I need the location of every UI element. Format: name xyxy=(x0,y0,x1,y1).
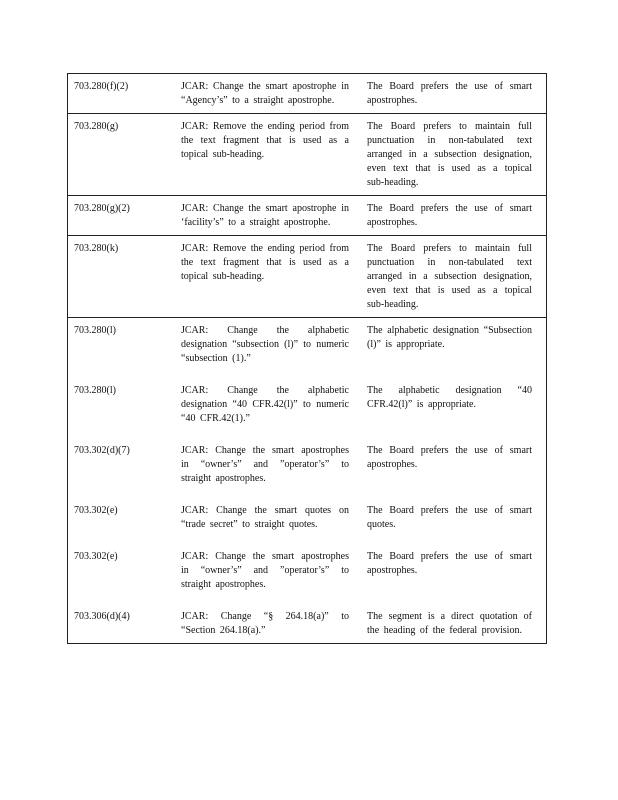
requested-change-cell: JCAR: Change the smart quotes on “trade secret” to straight quotes. xyxy=(181,505,349,530)
board-response-cell: The Board prefers the use of smart apostrophes. xyxy=(361,438,547,498)
table-row xyxy=(68,498,547,544)
board-response-cell: The alphabetic designation “40 CFR.42(l)” is appropriate. xyxy=(361,378,547,438)
table-row xyxy=(68,544,547,604)
requested-change-cell: JCAR: Remove the ending period from the text fragment that is used as a topical sub-heading. xyxy=(175,114,361,196)
section-cell: 703.280(g) xyxy=(68,114,176,196)
board-response-cell: The Board prefers the use of smart apostrophes. xyxy=(361,196,547,236)
table-row xyxy=(68,318,547,379)
section-cell: 703.280(f)(2) xyxy=(68,74,176,114)
board-response-cell: The segment is a direct quotation of the heading of the federal provision. xyxy=(361,604,547,644)
requested-change-cell: JCAR: Change the smart apostrophes in “owner’s” and ”operator’s” to straight apostrophes. xyxy=(181,445,349,484)
section-cell: 703.302(d)(7) xyxy=(68,438,176,498)
board-response-cell: The Board prefers to maintain full punctuation in non-tabulated text arranged in a subsection designation, even text that is used as a topical sub-heading. xyxy=(361,236,547,318)
table-row xyxy=(68,438,547,498)
table-row xyxy=(68,236,547,318)
section-cell: 703.306(d)(4) xyxy=(68,604,176,644)
board-response-cell: The Board prefers to maintain full punctuation in non-tabulated text arranged in a subsection designation, even text that is used as a topical sub-heading. xyxy=(361,114,547,196)
section-cell: 703.302(e) xyxy=(68,544,176,604)
table-row xyxy=(68,196,547,236)
requested-change-cell: JCAR: Remove the ending period from the text fragment that is used as a topical sub-heading. xyxy=(175,236,361,318)
table-row xyxy=(68,74,547,114)
board-response-cell: The Board prefers the use of smart quotes. xyxy=(361,498,547,544)
requested-change-cell: JCAR: Change “§ 264.18(a)” to “Section 264.18(a).” xyxy=(175,604,361,644)
section-cell: 703.280(l) xyxy=(68,318,176,379)
requested-change-cell: JCAR: Change the alphabetic designation “subsection (l)” to numeric “subsection (1).” xyxy=(181,325,349,364)
section-cell: 703.280(g)(2) xyxy=(68,196,176,236)
requested-change-cell: JCAR: Change the alphabetic designation “40 CFR.42(l)” to numeric “40 CFR.42(1).” xyxy=(181,385,349,424)
table-row xyxy=(68,604,547,644)
board-response-cell: The Board prefers the use of smart apostrophes. xyxy=(361,544,547,604)
board-response-cell: The Board prefers the use of smart apostrophes. xyxy=(361,74,547,114)
board-response-cell: The alphabetic designation “Subsection (l)” is appropriate. xyxy=(361,318,547,379)
requested-change-cell: JCAR: Change the smart apostrophes in “owner’s” and ”operator’s” to straight apostrophes. xyxy=(181,551,349,590)
comments-table xyxy=(67,73,547,644)
table-row xyxy=(68,114,547,196)
section-cell: 703.302(e) xyxy=(68,498,176,544)
requested-change-cell: JCAR: Change the smart apostrophe in ‘facility’s” to a straight apostrophe. xyxy=(175,196,361,236)
table-row xyxy=(68,378,547,438)
section-cell: 703.280(k) xyxy=(68,236,176,318)
requested-change-cell: JCAR: Change the smart apostrophe in “Agency’s” to a straight apostrophe. xyxy=(175,74,361,114)
section-cell: 703.280(l) xyxy=(68,378,176,438)
